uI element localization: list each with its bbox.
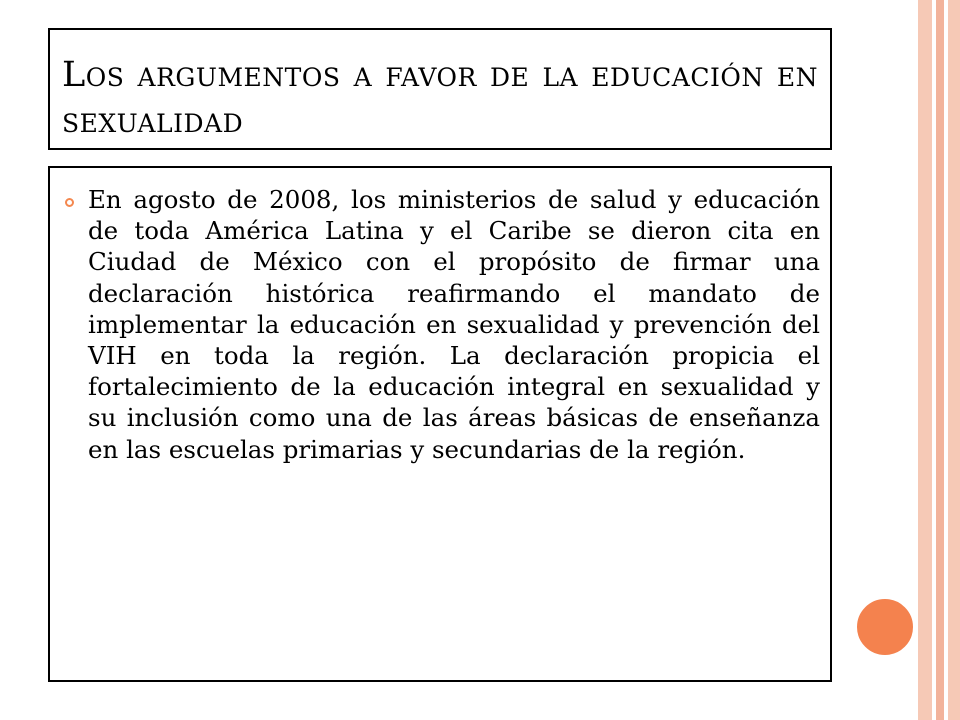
decorative-circle — [855, 597, 915, 657]
bullet-item — [88, 184, 820, 465]
title-box — [48, 28, 832, 150]
bullet-circle-icon — [65, 198, 74, 207]
decorative-stripe — [936, 0, 944, 720]
decorative-stripe — [918, 0, 932, 720]
bullet-text: En agosto de 2008, los ministerios de salud y educación de toda América Latina y el Caribe se dieron cita en Ciudad de México con el propósito de firmar una declaración histórica reafirmando el mandato de implementar la educación en sexualidad y prevención del VIH en toda la región. La declaración propicia el fortalecimiento de la educación integral en sexualidad y su inclusión como una de las áreas básicas de enseñanza en las escuelas primarias y secundarias de la región. — [88, 185, 820, 464]
decorative-stripe — [948, 0, 960, 720]
slide-title: Los argumentos a favor de la educación en sexualidad — [62, 55, 818, 141]
content-box — [48, 166, 832, 682]
